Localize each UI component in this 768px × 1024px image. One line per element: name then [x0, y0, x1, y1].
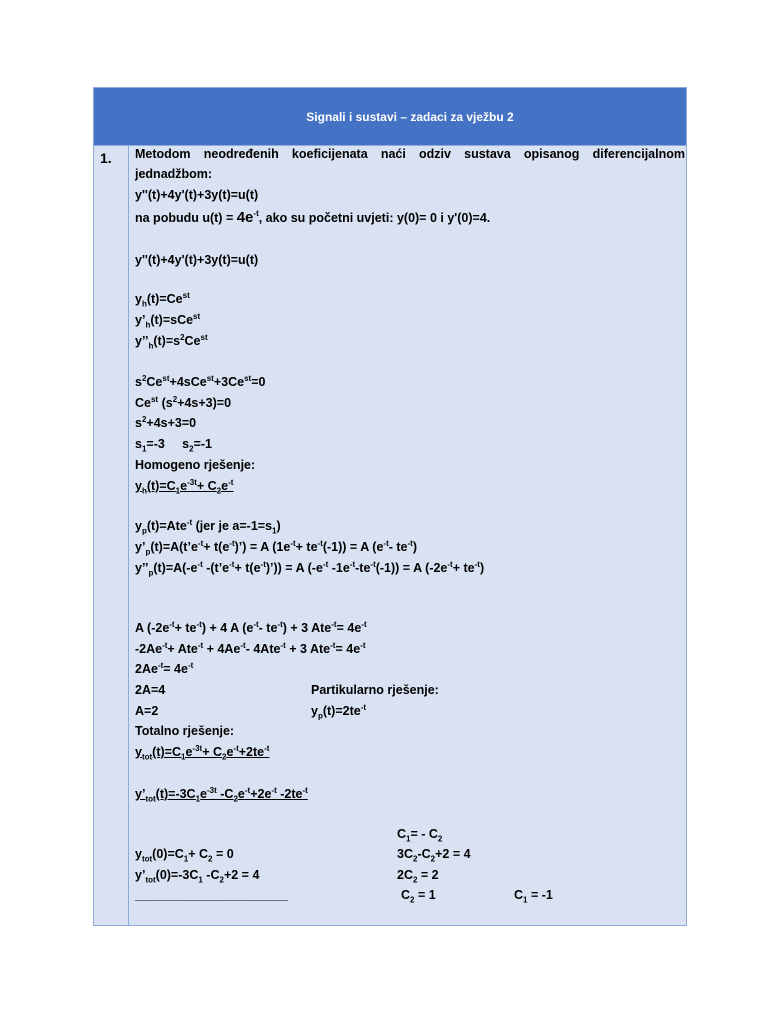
eq-2a: 2A=4	[135, 683, 166, 697]
eq-ytot-prime-0: $y’_{tot}(0)=-3C_1$ $-C_2+2 = 4$	[135, 868, 260, 885]
excitation: $4e^{-t}$	[236, 209, 259, 226]
eq-char-2: $Ce^{st}$ $(s^2+4s+3)=0$	[135, 394, 232, 410]
equation-repeat: y''(t)+4y'(t)+3y(t)=u(t)	[135, 253, 259, 267]
eq-3c2: $3C_2-C_2+2 = 4$	[397, 847, 471, 864]
eq-roots: $s_1=-3$ $s_2=-1$	[135, 437, 213, 454]
eq-yh-solution: $y_h(t)=C_1e^{-3t}+ C_2e^{-t}$	[135, 477, 234, 496]
label-total: Totalno rješenje:	[135, 724, 235, 738]
table-header	[94, 88, 686, 146]
eq-subst-1: A $(-2e^{-t}+ te^{-t}) + 4$ A ($e^{-t}-$ $te^{-t}) + 3$ $Ate^{-t}= 4e^{-t}$	[135, 619, 367, 635]
task-line-1: Metodom neodređenih koeficijenata naći odziv sustava opisanog diferencijalnom	[135, 147, 685, 161]
eq-yp-prime: $y’_p(t)=A(t’e^{-t}+$ $t(e^{-t})’) = A$ $(1e^{-t}+ te^{-t}(-1)) = A$ ($e^{-t}-$ $te^{-t}$)	[135, 538, 417, 557]
task-line-4	[135, 210, 490, 226]
label-homogeneous: Homogeno rješenje:	[135, 458, 256, 472]
eq-subst-2: $-2Ae^{-t}+ Ate^{-t} + 4Ae^{-t}-$ 4Ate$^{-t}$ + 3 $Ate^{-t}= 4e^{-t}$	[135, 640, 366, 656]
separator-rule: ______________________	[135, 888, 288, 902]
eq-ytot-prime: $y’_{tot}(t)=-3C_1e^{-3t}$ $-C_2e^{-t}+2e^{-t}$ $-2te^{-t}$	[135, 785, 308, 804]
eq-yp-second: $y’’_p(t)=A(-e^{-t}$ $-(t’e^{-t}+$ $t(e^{-t})’)) = A$ ($-e^{-t}$ $-1e^{-t}-te^{-t}(-1)) = A$ $(-2e^{-t}+ te^{-t})$	[135, 559, 485, 578]
eq-yh: $y_h(t)=Ce^{st}$	[135, 290, 190, 309]
task-equation: y''(t)+4y'(t)+3y(t)=u(t)	[135, 188, 259, 202]
number-column	[94, 146, 129, 925]
task-line-4a: na pobudu u(t) =	[135, 211, 237, 225]
task-number: 1.	[100, 150, 112, 166]
jer-je: (jer je a=-1=s	[192, 519, 273, 533]
eq-a: A=2	[135, 704, 159, 718]
header-title: Signali i sustavi – zadaci za vježbu 2	[306, 110, 514, 124]
task-line-4b: , ako su početni uvjeti: y(0)= 0 i y'(0)=4.	[258, 211, 491, 225]
eq-ytot: $y_{tot}(t)=C_1e^{-3t}+ C_2e^{-t}+2te^{-t}$	[135, 743, 270, 762]
eq-c1-c2: $C_1= - C_2$	[397, 827, 443, 844]
eq-char-3: $s^2+4s+3=0$	[135, 414, 197, 430]
eq-c1: $C_1 = -1$	[514, 888, 553, 905]
eq-ytot-0: $y_{tot}(0)=C_1+ C_2 = 0$	[135, 847, 234, 864]
eq-yp-solution: $y_p(t)=2te^{-t}$	[311, 702, 367, 721]
eq-c2: $C_2 = 1$	[401, 888, 436, 905]
label-particular: Partikularno rješenje:	[311, 683, 439, 697]
task-line-2: jednadžbom:	[135, 167, 213, 181]
eq-subst-3: $2Ae^{-t}= 4e^{-t}$	[135, 660, 194, 676]
eq-yh-prime: $y’_h(t)=sCe^{st}$	[135, 311, 201, 330]
eq-yp: $y_p(t)=Ate^{-t}$ (jer je $a=-1=s_1$)	[135, 517, 281, 536]
eq-yh-second: $y’’_h(t)=s^2Ce^{st}$	[135, 332, 208, 351]
header-divider	[94, 145, 686, 146]
eq-char-1: $s^2Ce^{st}+4sCe^{st}+3Ce^{st}=0$	[135, 373, 266, 389]
eq-2c2: $2C_2 = 2$	[397, 868, 439, 885]
